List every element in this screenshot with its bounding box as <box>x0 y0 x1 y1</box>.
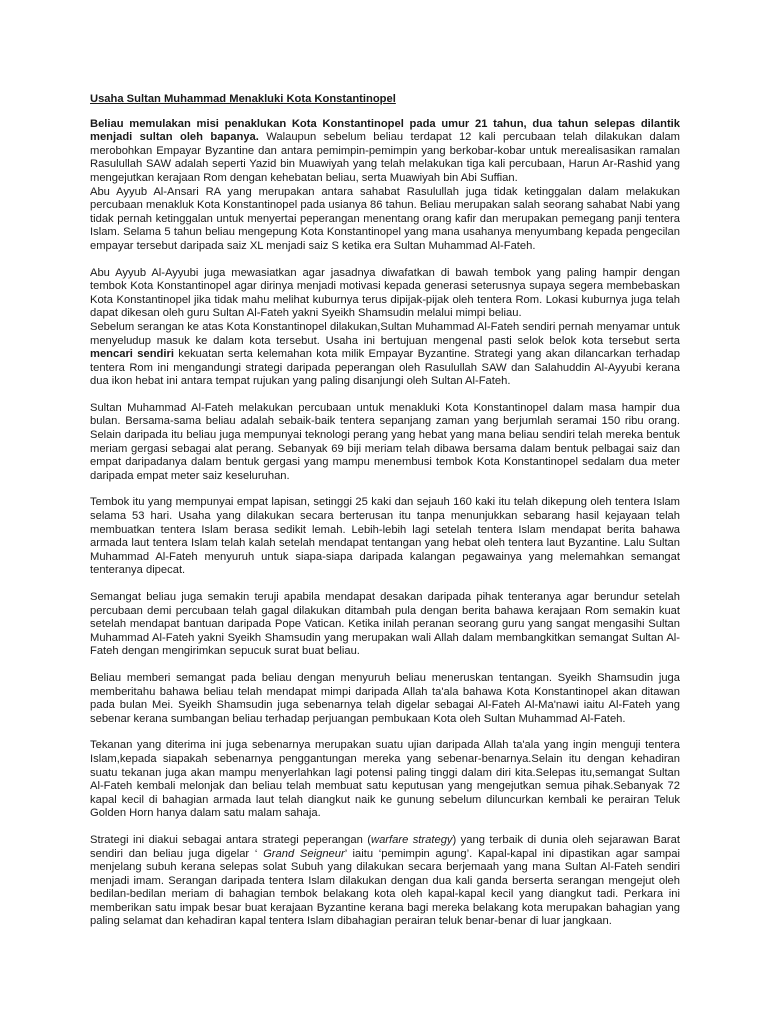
paragraph-4-bold: mencari sendiri <box>90 348 174 361</box>
paragraph-10-part-2: ) yang terbaik di dunia oleh sejarawan Barat sendiri dan beliau juga digelar ‘ <box>90 833 680 860</box>
paragraph-1 <box>90 118 680 186</box>
paragraph-3: Abu Ayyub Al-Ayyubi juga mewasiatkan agar jasadnya diwafatkan di bawah tembok yang paling hampir dengan tembok Kota Konstantinopel agar dirinya menjadi motivasi kepada generasi seterusnya supaya segera membebaskan Kota Konstantinopel jika tidak mahu melihat kuburnya terus dipijak-pijak oleh tentera Rom. Lokasi kuburnya juga telah dapat dikesan oleh guru Sultan Al-Fateh yakni Syeikh Shamsudin melalui mimpi beliau. <box>90 266 680 320</box>
paragraph-4-before: Sebelum serangan ke atas Kota Konstantinopel dilakukan,Sultan Muhammad Al-Fateh sendiri pernah menyamar untuk menyeludup masuk ke dalam kota tersebut. Usaha ini bertujuan mengenal pasti selok belok kota tersebut serta <box>90 320 680 347</box>
paragraph-10-italic-1: warfare strategy <box>370 833 453 846</box>
paragraph-5: Sultan Muhammad Al-Fateh melakukan percubaan untuk menakluki Kota Konstantinopel dalam masa hampir dua bulan. Bersama-sama beliau adalah sebaik-baik tentera sepanjang zaman yang berjumlah seramai 150 ribu orang. Selain daripada itu beliau juga mempunyai teknologi perang yang hebat yang mana beliau sendiri telah mereka bentuk meriam gergasi sebagai alat perang. Sebanyak 69 biji meriam telah dibawa bersama dalam bentuk pelbagai saiz dan empat daripadanya dalam bentuk gergasi yang mampu menembusi tembok Kota Konstantinopel sedalam dua meter daripada empat meter saiz keseluruhan. <box>90 401 680 482</box>
paragraph-4 <box>90 321 680 389</box>
paragraph-4-after: kekuatan serta kelemahan kota milik Empayar Byzantine. Strategi yang akan dilancarkan terhadap tentera Rom ini mengandungi strategi daripada peperangan oleh Rasulullah SAW dan Salahuddin Al-Ayyubi kerana dua ikon hebat ini antara tempat rujukan yang paling disanjungi oleh Sultan Al-Fateh. <box>90 348 680 388</box>
paragraph-10 <box>90 834 680 929</box>
paragraph-6: Tembok itu yang mempunyai empat lapisan, setinggi 25 kaki dan sejauh 160 kaki itu telah dikepung oleh tentera Islam selama 53 hari. Usaha yang dilakukan secara berterusan itu tanpa menunjukkan sebarang hasil kejayaan telah membuatkan tentera Islam berasa sedikit lemah. Lebih-lebih lagi setelah tentera Islam mendapat berita bahawa armada laut tentera Islam telah kalah setelah mendapat tentangan yang hebat oleh tentera laut Byzantine. Lalu Sultan Muhammad Al-Fateh menyuruh untuk siapa-siapa daripada kalangan pegawainya yang melemahkan semangat tenteranya dipecat. <box>90 496 680 577</box>
document-title: Usaha Sultan Muhammad Menakluki Kota Konstantinopel <box>90 93 396 105</box>
paragraph-1-lead: Beliau memulakan misi penaklukan Kota Konstantinopel pada umur 21 tahun, dua tahun selepas dilantik menjadi sultan oleh bapanya. <box>90 117 680 144</box>
document-page <box>90 93 680 942</box>
paragraph-2: Abu Ayyub Al-Ansari RA yang merupakan antara sahabat Rasulullah juga tidak ketinggalan dalam melakukan percubaan menakluk Kota Konstantinopel pada usianya 86 tahun. Beliau merupakan salah seorang sahabat Nabi yang tidak pernah ketinggalan untuk menyertai peperangan menentang orang kafir dan merupakan pemegang panji tentera Islam. Selama 5 tahun beliau mengepung Kota Konstantinopel yang mana usahanya menyumbang kepada pengecilan empayar tersebut daripada saiz XL menjadi saiz S ketika era Sultan Muhammad Al-Fateh. <box>90 185 680 252</box>
paragraph-10-part-3: ’ iaitu ‘pemimpin agung’. Kapal-kapal ini dipastikan agar sampai menjelang subuh kerana selepas solat Subuh yang dilakukan secara berjemaah yang mana Sultan Al-Fateh sendiri menjadi imam. Serangan daripada tentera Islam dilakukan dengan dua kali ganda berserta serangan mengejut oleh bedilan-bedilan meriam di bahagian tembok belakang kota oleh kapal-kapal kecil yang diangkut tadi. Perkara ini memberikan satu impak besar buat kerajaan Byzantine kerana bagi mereka belakang kota merupakan bahagian yang paling selamat dan kehadiran kapal tentera Islam dibahagian perairan teluk benar-benar di luar jangkaan. <box>90 847 680 928</box>
paragraph-8: Beliau memberi semangat pada beliau dengan menyuruh beliau meneruskan tentangan. Syeikh Shamsudin juga memberitahu bahawa beliau telah mendapat mimpi daripada Allah ta'ala bahawa Kota Konstantinopel akan ditawan pada bulan Mei. Syeikh Shamsudin juga sebenarnya telah digelar sebagai Al-Fateh Al-Ma'nawi iaitu Al-Fateh yang sebenar kerana sumbangan beliau terhadap perjuangan pembukaan Kota oleh Sultan Muhammad Al-Fateh. <box>90 671 680 725</box>
paragraph-7: Semangat beliau juga semakin teruji apabila mendapat desakan daripada pihak tenteranya agar berundur setelah percubaan demi percubaan telah gagal dilakukan ditambah pula dengan berita bahawa kerajaan Rom semakin kuat setelah mendapat bantuan daripada Pope Vatican. Ketika inilah peranan seorang guru yang sangat mengasihi Sultan Muhammad Al-Fateh yakni Syeikh Shamsudin yang merupakan wali Allah dalam membangkitkan semangat Sultan Al-Fateh dengan mengirimkan sepucuk surat buat beliau. <box>90 591 680 658</box>
paragraph-10-part-1: Strategi ini diakui sebagai antara strategi peperangan ( <box>90 833 371 846</box>
paragraph-9: Tekanan yang diterima ini juga sebenarnya merupakan suatu ujian daripada Allah ta'ala yang ingin menguji tentera Islam,kepada siapakah sebenarnya penggantungan mereka yang sebenar-benarnya.Selain itu dengan kehadiran suatu tekanan juga akan mampu menyerlahkan lagi potensi paling tinggi dalam diri kita.Selepas itu,semangat Sultan Al-Fateh kembali melonjak dan beliau telah membuat satu keputusan yang mengejutkan semua pihak.Sebanyak 72 kapal kecil di bahagian armada laut telah diangkut naik ke gunung sebelum diluncurkan kembali ke perairan Teluk Golden Horn hanya dalam satu malam sahaja. <box>90 739 680 820</box>
paragraph-1-text: Walaupun sebelum beliau terdapat 12 kali percubaan telah dilakukan dalam merobohkan Empayar Byzantine dan antara pemimpin-pemimpin yang berkobar-kobar untuk merealisasikan ramalan Rasulullah SAW adalah seperti Yazid bin Muawiyah yang telah melakukan tiga kali percubaan, Harun Ar-Rashid yang mengejutkan kerajaan Rom dengan kehebatan beliau, serta Muawiyah bin Abi Suffian. <box>90 131 680 184</box>
paragraph-10-italic-2: Grand Seigneur <box>263 847 345 860</box>
